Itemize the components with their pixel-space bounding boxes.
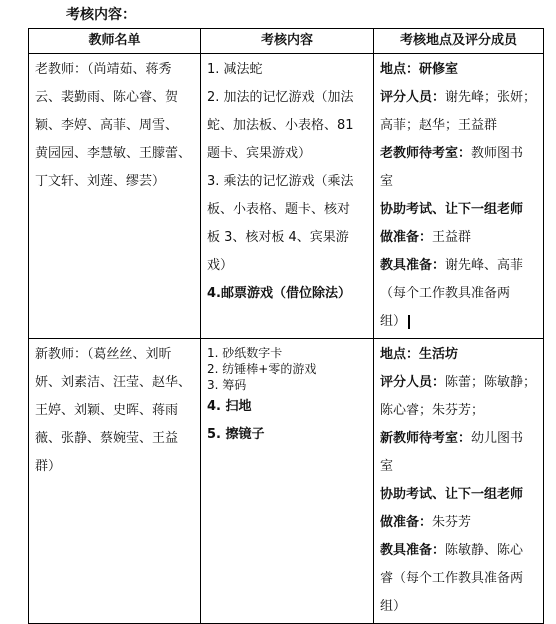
waiting-room-value: 幼儿图书: [471, 431, 524, 446]
assist-label: 协助考试、让下一组老师: [380, 487, 524, 502]
table-header-row: [29, 29, 544, 54]
materials-value: 睿（每个工作教具准备两: [380, 571, 524, 586]
location-cell-new: [374, 339, 544, 624]
teachers-cell-old: [29, 54, 201, 339]
graders-value: 陈蕾；陈敏静；: [445, 375, 537, 390]
assist-label: 做准备：: [380, 230, 433, 245]
content-line: 1. 砂纸数字卡: [207, 346, 283, 360]
materials-value: 组）: [380, 314, 407, 329]
materials-value: 谢先峰、高菲: [445, 258, 524, 273]
graders-label: 评分人员：: [380, 90, 446, 105]
teacher-line: 薇、张静、蔡婉莹、王益: [35, 431, 179, 446]
content-line: 4.邮票游戏（借位除法）: [207, 286, 351, 301]
teacher-line: 老教师：（尚靖茹、蒋秀: [35, 62, 172, 77]
content-cell-old: [201, 54, 374, 339]
content-line: 1. 减法蛇: [207, 62, 263, 77]
location-cell-old: [374, 54, 544, 339]
waiting-room-value: 室: [380, 174, 394, 189]
table-row: [29, 54, 544, 339]
materials-value: （每个工作教具准备两: [380, 286, 511, 301]
materials-value: 陈敏静、陈心: [445, 543, 524, 558]
location-value: 生活坊: [419, 347, 459, 362]
graders-value: 谢先峰；张妍；: [445, 90, 537, 105]
content-line: 板 3、核对板 4、宾果游: [207, 230, 349, 245]
materials-value: 组）: [380, 599, 407, 614]
content-line: 4. 扫地: [207, 399, 252, 414]
content-line: 3. 筹码: [207, 378, 247, 392]
content-line: 板、小表格、题卡、核对: [207, 202, 351, 217]
assessment-table: [28, 28, 544, 624]
teacher-line: 丁文轩、刘莲、缪芸）: [35, 174, 166, 189]
teachers-cell-new: [29, 339, 201, 624]
header-assessment-content: 考核内容: [201, 29, 374, 54]
teacher-line: 黄园园、李慧敏、王朦蕾、: [35, 146, 192, 161]
content-line: 5. 擦镜子: [207, 427, 265, 442]
assist-value: 朱芬芳: [432, 515, 472, 530]
teacher-line: 新教师：（葛丝丝、刘昕: [35, 347, 172, 362]
waiting-room-value: 室: [380, 459, 394, 474]
graders-value: 高菲；赵华；王益群: [380, 118, 498, 133]
graders-label: 评分人员：: [380, 375, 446, 390]
content-line: 题卡、宾果游戏）: [207, 146, 312, 161]
content-line: 戏）: [207, 258, 234, 273]
content-cell-new: [201, 339, 374, 624]
teacher-line: 云、裴勤雨、陈心睿、贺: [35, 90, 179, 105]
assist-value: 王益群: [432, 230, 472, 245]
materials-label: 教具准备：: [380, 258, 446, 273]
waiting-room-label: 老教师待考室：: [380, 146, 472, 161]
teacher-line: 王婷、刘颖、史晖、蒋雨: [35, 403, 179, 418]
content-line: 3. 乘法的记忆游戏（乘法: [207, 174, 354, 189]
materials-label: 教具准备：: [380, 543, 446, 558]
content-line: 2. 纺锤棒+零的游戏: [207, 362, 317, 376]
text-cursor: [408, 315, 410, 329]
graders-value: 陈心睿；朱芬芳；: [380, 403, 485, 418]
location-label: 地点：: [380, 62, 420, 77]
waiting-room-value: 教师图书: [471, 146, 524, 161]
teacher-line: 颖、李婷、高菲、周雪、: [35, 118, 179, 133]
header-location-and-graders: 考核地点及评分成员: [374, 29, 544, 54]
assist-label: 协助考试、让下一组老师: [380, 202, 524, 217]
content-line: 蛇、加法板、小表格、81: [207, 118, 354, 133]
page-title: 考核内容：: [66, 7, 136, 23]
content-line: 2. 加法的记忆游戏（加法: [207, 90, 354, 105]
location-value: 研修室: [419, 62, 459, 77]
location-label: 地点：: [380, 347, 420, 362]
table-row: [29, 339, 544, 624]
teacher-line: 群）: [35, 459, 62, 474]
teacher-line: 妍、刘素洁、汪莹、赵华、: [35, 375, 192, 390]
assist-label: 做准备：: [380, 515, 433, 530]
header-teacher-list: 教师名单: [29, 29, 201, 54]
waiting-room-label: 新教师待考室：: [380, 431, 472, 446]
